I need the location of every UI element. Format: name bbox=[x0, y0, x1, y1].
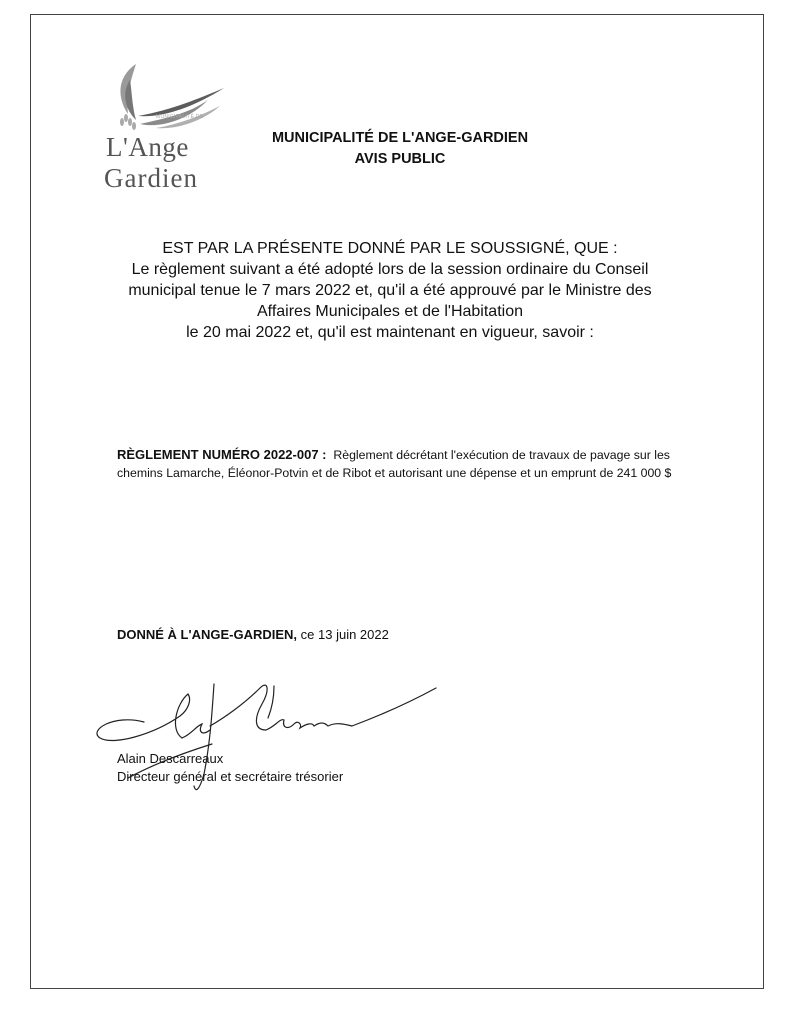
municipality-logo bbox=[96, 58, 236, 203]
notice-line: Affaires Municipales et de l'Habitation bbox=[256, 303, 523, 320]
notice-line: municipal tenue le 7 mars 2022 et, qu'il a été approuvé par le Ministre des bbox=[128, 282, 652, 299]
reglement-description: Règlement décrétant l'exécution de travaux de pavage sur les chemins Lamarche, Éléonor-Potvin et de Ribot et autorisant une dépense et un emprunt de 241 000 $ bbox=[117, 448, 672, 480]
notice-type: AVIS PUBLIC bbox=[354, 151, 446, 167]
given-at-line bbox=[117, 627, 389, 642]
notice-line: Le règlement suivant a été adopté lors de la session ordinaire du Conseil bbox=[131, 261, 649, 278]
notice-line: le 20 mai 2022 et, qu'il est maintenant en vigueur, savoir : bbox=[186, 324, 594, 341]
logo-line-1: L'Ange bbox=[106, 132, 189, 162]
signer-block bbox=[117, 750, 343, 786]
document-header bbox=[230, 128, 570, 170]
given-date: ce 13 juin 2022 bbox=[300, 627, 389, 642]
given-place: DONNÉ À L'ANGE-GARDIEN, bbox=[117, 627, 298, 642]
notice-body bbox=[90, 238, 690, 343]
reglement-number: RÈGLEMENT NUMÉRO 2022-007 : bbox=[117, 447, 327, 462]
signer-title: Directeur général et secrétaire trésorier bbox=[117, 769, 344, 784]
signer-name: Alain Descarreaux bbox=[117, 751, 224, 766]
municipality-title: MUNICIPALITÉ DE L'ANGE-GARDIEN bbox=[271, 130, 529, 146]
leaf-swoosh-icon bbox=[96, 58, 236, 138]
notice-line: EST PAR LA PRÉSENTE DONNÉ PAR LE SOUSSIGNÉ, QUE : bbox=[162, 240, 618, 257]
logo-subtitle: MUNICIPALITÉ DE bbox=[156, 114, 204, 120]
logo-line-2: Gardien bbox=[104, 163, 198, 193]
reglement-paragraph bbox=[117, 446, 697, 482]
